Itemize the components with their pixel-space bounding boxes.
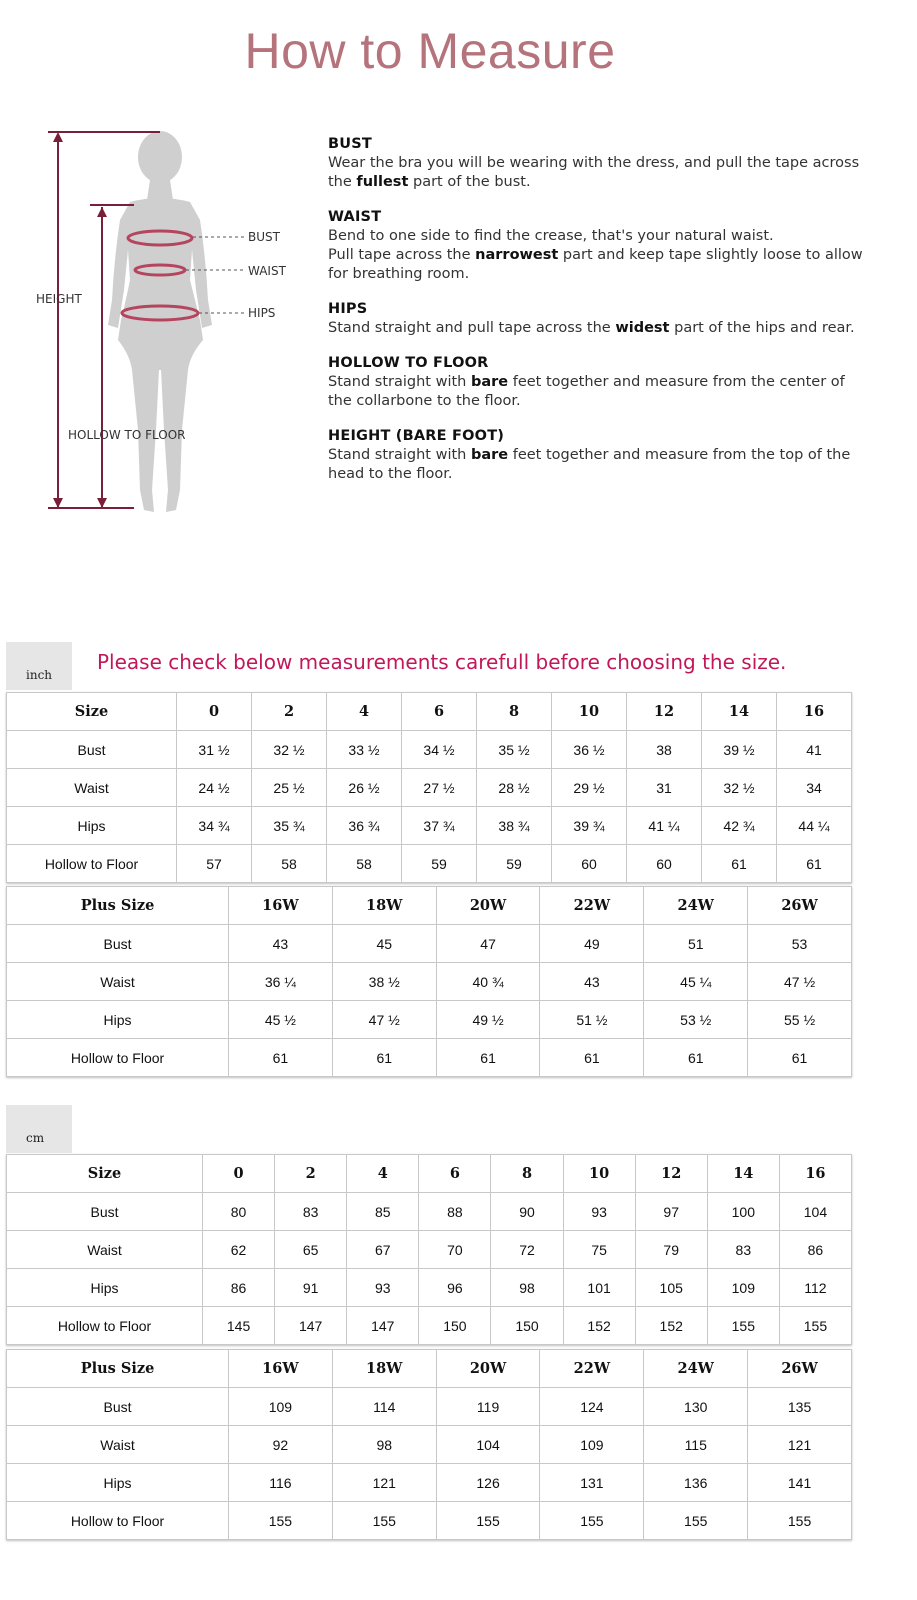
table-cell: 51 — [644, 925, 748, 963]
table-cell: 98 — [332, 1426, 436, 1464]
table-cell: 92 — [229, 1426, 333, 1464]
table-cell: 44 ¼ — [777, 807, 852, 845]
table-cell: 6 — [419, 1155, 491, 1193]
row-label-cell: Size — [7, 1155, 203, 1193]
table-cell: 0 — [177, 693, 252, 731]
table-cell: 47 ½ — [748, 963, 852, 1001]
table-cell: 80 — [203, 1193, 275, 1231]
table-cell: 59 — [477, 845, 552, 883]
table-row — [7, 1193, 852, 1231]
table-cell: 136 — [644, 1464, 748, 1502]
table-cell: 37 ¾ — [402, 807, 477, 845]
table-cell: 36 ¾ — [327, 807, 402, 845]
table-row — [7, 1464, 852, 1502]
size-notice: Please check below measurements carefull before choosing the size. — [97, 650, 787, 674]
table-cell: 155 — [332, 1502, 436, 1540]
table-cell: 126 — [436, 1464, 540, 1502]
instruction-line: Bend to one side to find the crease, that's your natural waist. — [328, 228, 774, 244]
table-cell: 41 — [777, 731, 852, 769]
table-cell: 141 — [748, 1464, 852, 1502]
table-cell: 2 — [252, 693, 327, 731]
table-cell: 145 — [203, 1307, 275, 1345]
table-cell: 53 ½ — [644, 1001, 748, 1039]
table-cell: 27 ½ — [402, 769, 477, 807]
table-cell: 83 — [707, 1231, 779, 1269]
table-cell: 115 — [644, 1426, 748, 1464]
table-cell: 47 ½ — [332, 1001, 436, 1039]
table-cell: 36 ¼ — [229, 963, 333, 1001]
table-row — [7, 1388, 852, 1426]
table-row — [7, 1231, 852, 1269]
table-cell: 26 ½ — [327, 769, 402, 807]
table-row — [7, 1426, 852, 1464]
unit-tab-inch: inch — [6, 642, 72, 690]
instruction-heading: HEIGHT (BARE FOOT) — [328, 428, 505, 444]
table-cell: 22W — [540, 1350, 644, 1388]
table-cell: 20W — [436, 887, 540, 925]
table-cell: 2 — [275, 1155, 347, 1193]
table-cell: 67 — [347, 1231, 419, 1269]
table-header-row — [7, 693, 852, 731]
table-cell: 45 ¼ — [644, 963, 748, 1001]
row-label-cell: Plus Size — [7, 887, 229, 925]
table-cell: 60 — [552, 845, 627, 883]
table-cell: 36 ½ — [552, 731, 627, 769]
table-cell: 6 — [402, 693, 477, 731]
table-cell: 33 ½ — [327, 731, 402, 769]
instruction-line: Wear the bra you will be wearing with the dress, and pull the tape across — [328, 155, 860, 171]
table-cell: 61 — [748, 1039, 852, 1077]
table-cell: 130 — [644, 1388, 748, 1426]
table-cell: 39 ½ — [702, 731, 777, 769]
table-cell: 10 — [563, 1155, 635, 1193]
table-cell: 61 — [332, 1039, 436, 1077]
instruction-text — [328, 154, 888, 192]
table-cell: 24W — [644, 1350, 748, 1388]
table-cell: 55 ½ — [748, 1001, 852, 1039]
table-cell: 86 — [779, 1231, 851, 1269]
table-row — [7, 963, 852, 1001]
table-cell: 43 — [540, 963, 644, 1001]
table-cell: 35 ¾ — [252, 807, 327, 845]
table-cell: 155 — [707, 1307, 779, 1345]
row-label-cell: Hollow to Floor — [7, 845, 177, 883]
instruction-hollow-to-floor — [328, 355, 888, 411]
table-cell: 34 ½ — [402, 731, 477, 769]
table-cell: 61 — [436, 1039, 540, 1077]
table-row — [7, 731, 852, 769]
table-cell: 45 — [332, 925, 436, 963]
table-cell: 101 — [563, 1269, 635, 1307]
table-cell: 8 — [477, 693, 552, 731]
row-label-cell: Hips — [7, 807, 177, 845]
table-cell: 79 — [635, 1231, 707, 1269]
table-cell: 51 ½ — [540, 1001, 644, 1039]
instruction-hips — [328, 301, 888, 338]
table-cell: 155 — [748, 1502, 852, 1540]
row-label-cell: Waist — [7, 769, 177, 807]
row-label-cell: Bust — [7, 1388, 229, 1426]
table-cell: 112 — [779, 1269, 851, 1307]
instruction-bust — [328, 136, 888, 192]
table-cell: 121 — [332, 1464, 436, 1502]
body-silhouette-icon — [30, 130, 320, 530]
row-label-cell: Bust — [7, 1193, 203, 1231]
table-cell: 24W — [644, 887, 748, 925]
table-cell: 155 — [229, 1502, 333, 1540]
row-label-cell: Waist — [7, 1231, 203, 1269]
table-cell: 41 ¼ — [627, 807, 702, 845]
instruction-heading: WAIST — [328, 209, 382, 225]
table-cell: 18W — [332, 887, 436, 925]
row-label-cell: Hips — [7, 1269, 203, 1307]
table-cell: 131 — [540, 1464, 644, 1502]
table-cell: 147 — [275, 1307, 347, 1345]
row-label-cell: Hips — [7, 1464, 229, 1502]
table-cell: 91 — [275, 1269, 347, 1307]
table-cell: 20W — [436, 1350, 540, 1388]
table-header-row — [7, 1155, 852, 1193]
row-label-cell: Size — [7, 693, 177, 731]
table-cell: 12 — [635, 1155, 707, 1193]
table-cell: 45 ½ — [229, 1001, 333, 1039]
table-cell: 18W — [332, 1350, 436, 1388]
instruction-text — [328, 446, 888, 484]
row-label-cell: Plus Size — [7, 1350, 229, 1388]
table-cell: 57 — [177, 845, 252, 883]
table-cell: 155 — [644, 1502, 748, 1540]
bust-label: BUST — [248, 230, 280, 244]
table-cell: 155 — [540, 1502, 644, 1540]
table-cell: 49 ½ — [436, 1001, 540, 1039]
table-cell: 53 — [748, 925, 852, 963]
table-cell: 150 — [419, 1307, 491, 1345]
measure-instructions — [328, 136, 888, 501]
inch-standard-size-table — [6, 692, 852, 883]
table-cell: 40 ¾ — [436, 963, 540, 1001]
cm-plus-size-table — [6, 1349, 852, 1540]
table-cell: 26W — [748, 887, 852, 925]
table-cell: 147 — [347, 1307, 419, 1345]
table-cell: 135 — [748, 1388, 852, 1426]
table-cell: 31 — [627, 769, 702, 807]
table-header-row — [7, 1350, 852, 1388]
table-cell: 47 — [436, 925, 540, 963]
table-cell: 38 ¾ — [477, 807, 552, 845]
table-cell: 155 — [779, 1307, 851, 1345]
table-cell: 65 — [275, 1231, 347, 1269]
table-row — [7, 1269, 852, 1307]
table-cell: 152 — [563, 1307, 635, 1345]
hollow-to-floor-label: HOLLOW TO FLOOR — [68, 428, 186, 442]
table-cell: 98 — [491, 1269, 563, 1307]
instruction-height-bare-foot — [328, 428, 888, 484]
row-label-cell: Waist — [7, 963, 229, 1001]
measurement-figure — [30, 130, 320, 530]
table-cell: 72 — [491, 1231, 563, 1269]
table-cell: 38 — [627, 731, 702, 769]
instruction-waist — [328, 209, 888, 284]
table-cell: 35 ½ — [477, 731, 552, 769]
row-label-cell: Hollow to Floor — [7, 1307, 203, 1345]
table-cell: 150 — [491, 1307, 563, 1345]
instruction-heading: BUST — [328, 136, 372, 152]
table-cell: 85 — [347, 1193, 419, 1231]
table-cell: 109 — [707, 1269, 779, 1307]
table-cell: 14 — [702, 693, 777, 731]
waist-label: WAIST — [248, 264, 286, 278]
instruction-text — [328, 373, 888, 411]
table-cell: 88 — [419, 1193, 491, 1231]
page-title: How to Measure — [244, 23, 616, 79]
instruction-line: for breathing room. — [328, 266, 470, 282]
table-row — [7, 1039, 852, 1077]
table-cell: 104 — [779, 1193, 851, 1231]
table-cell: 24 ½ — [177, 769, 252, 807]
table-cell: 70 — [419, 1231, 491, 1269]
table-cell: 49 — [540, 925, 644, 963]
table-cell: 100 — [707, 1193, 779, 1231]
table-cell: 34 ¾ — [177, 807, 252, 845]
table-cell: 97 — [635, 1193, 707, 1231]
row-label-cell: Waist — [7, 1426, 229, 1464]
table-cell: 31 ½ — [177, 731, 252, 769]
table-cell: 58 — [327, 845, 402, 883]
table-cell: 14 — [707, 1155, 779, 1193]
table-cell: 8 — [491, 1155, 563, 1193]
table-cell: 39 ¾ — [552, 807, 627, 845]
table-cell: 59 — [402, 845, 477, 883]
table-cell: 119 — [436, 1388, 540, 1426]
table-row — [7, 1307, 852, 1345]
instruction-line: Stand straight with bare feet together and measure from the top of the — [328, 447, 851, 463]
table-cell: 43 — [229, 925, 333, 963]
table-cell: 60 — [627, 845, 702, 883]
table-cell: 86 — [203, 1269, 275, 1307]
table-cell: 121 — [748, 1426, 852, 1464]
table-cell: 96 — [419, 1269, 491, 1307]
table-cell: 58 — [252, 845, 327, 883]
table-cell: 16W — [229, 887, 333, 925]
table-cell: 12 — [627, 693, 702, 731]
table-cell: 90 — [491, 1193, 563, 1231]
table-cell: 34 — [777, 769, 852, 807]
unit-tab-cm: cm — [6, 1105, 72, 1153]
table-cell: 42 ¾ — [702, 807, 777, 845]
instruction-line: the fullest part of the bust. — [328, 174, 531, 190]
instruction-line: Stand straight and pull tape across the widest part of the hips and rear. — [328, 320, 855, 336]
table-cell: 0 — [203, 1155, 275, 1193]
table-cell: 61 — [644, 1039, 748, 1077]
row-label-cell: Hollow to Floor — [7, 1039, 229, 1077]
table-row — [7, 1001, 852, 1039]
table-cell: 29 ½ — [552, 769, 627, 807]
table-cell: 61 — [702, 845, 777, 883]
table-cell: 28 ½ — [477, 769, 552, 807]
table-row — [7, 1502, 852, 1540]
table-cell: 16 — [779, 1155, 851, 1193]
table-cell: 83 — [275, 1193, 347, 1231]
table-cell: 75 — [563, 1231, 635, 1269]
row-label-cell: Hips — [7, 1001, 229, 1039]
height-label: HEIGHT — [36, 292, 82, 306]
table-cell: 114 — [332, 1388, 436, 1426]
hips-label: HIPS — [248, 306, 276, 320]
table-cell: 152 — [635, 1307, 707, 1345]
row-label-cell: Bust — [7, 925, 229, 963]
cm-standard-size-table — [6, 1154, 852, 1345]
table-cell: 16 — [777, 693, 852, 731]
row-label-cell: Bust — [7, 731, 177, 769]
table-cell: 109 — [540, 1426, 644, 1464]
instruction-line: Pull tape across the narrowest part and keep tape slightly loose to allow — [328, 247, 863, 263]
table-cell: 32 ½ — [702, 769, 777, 807]
table-cell: 61 — [540, 1039, 644, 1077]
inch-plus-size-table — [6, 886, 852, 1077]
table-cell: 109 — [229, 1388, 333, 1426]
table-cell: 4 — [327, 693, 402, 731]
table-cell: 32 ½ — [252, 731, 327, 769]
instruction-heading: HOLLOW TO FLOOR — [328, 355, 489, 371]
instruction-text — [328, 319, 888, 338]
table-cell: 104 — [436, 1426, 540, 1464]
table-cell: 62 — [203, 1231, 275, 1269]
table-cell: 38 ½ — [332, 963, 436, 1001]
table-cell: 93 — [347, 1269, 419, 1307]
instruction-line: the collarbone to the floor. — [328, 393, 521, 409]
table-cell: 105 — [635, 1269, 707, 1307]
row-label-cell: Hollow to Floor — [7, 1502, 229, 1540]
instruction-heading: HIPS — [328, 301, 368, 317]
table-cell: 22W — [540, 887, 644, 925]
table-cell: 10 — [552, 693, 627, 731]
table-cell: 61 — [777, 845, 852, 883]
table-cell: 16W — [229, 1350, 333, 1388]
table-cell: 93 — [563, 1193, 635, 1231]
table-cell: 155 — [436, 1502, 540, 1540]
table-cell: 116 — [229, 1464, 333, 1502]
table-cell: 124 — [540, 1388, 644, 1426]
instruction-text — [328, 227, 888, 284]
table-cell: 4 — [347, 1155, 419, 1193]
table-cell: 26W — [748, 1350, 852, 1388]
instruction-line: head to the floor. — [328, 466, 453, 482]
table-row — [7, 845, 852, 883]
table-row — [7, 925, 852, 963]
table-cell: 61 — [229, 1039, 333, 1077]
table-cell: 25 ½ — [252, 769, 327, 807]
table-header-row — [7, 887, 852, 925]
table-row — [7, 769, 852, 807]
instruction-line: Stand straight with bare feet together and measure from the center of — [328, 374, 845, 390]
table-row — [7, 807, 852, 845]
